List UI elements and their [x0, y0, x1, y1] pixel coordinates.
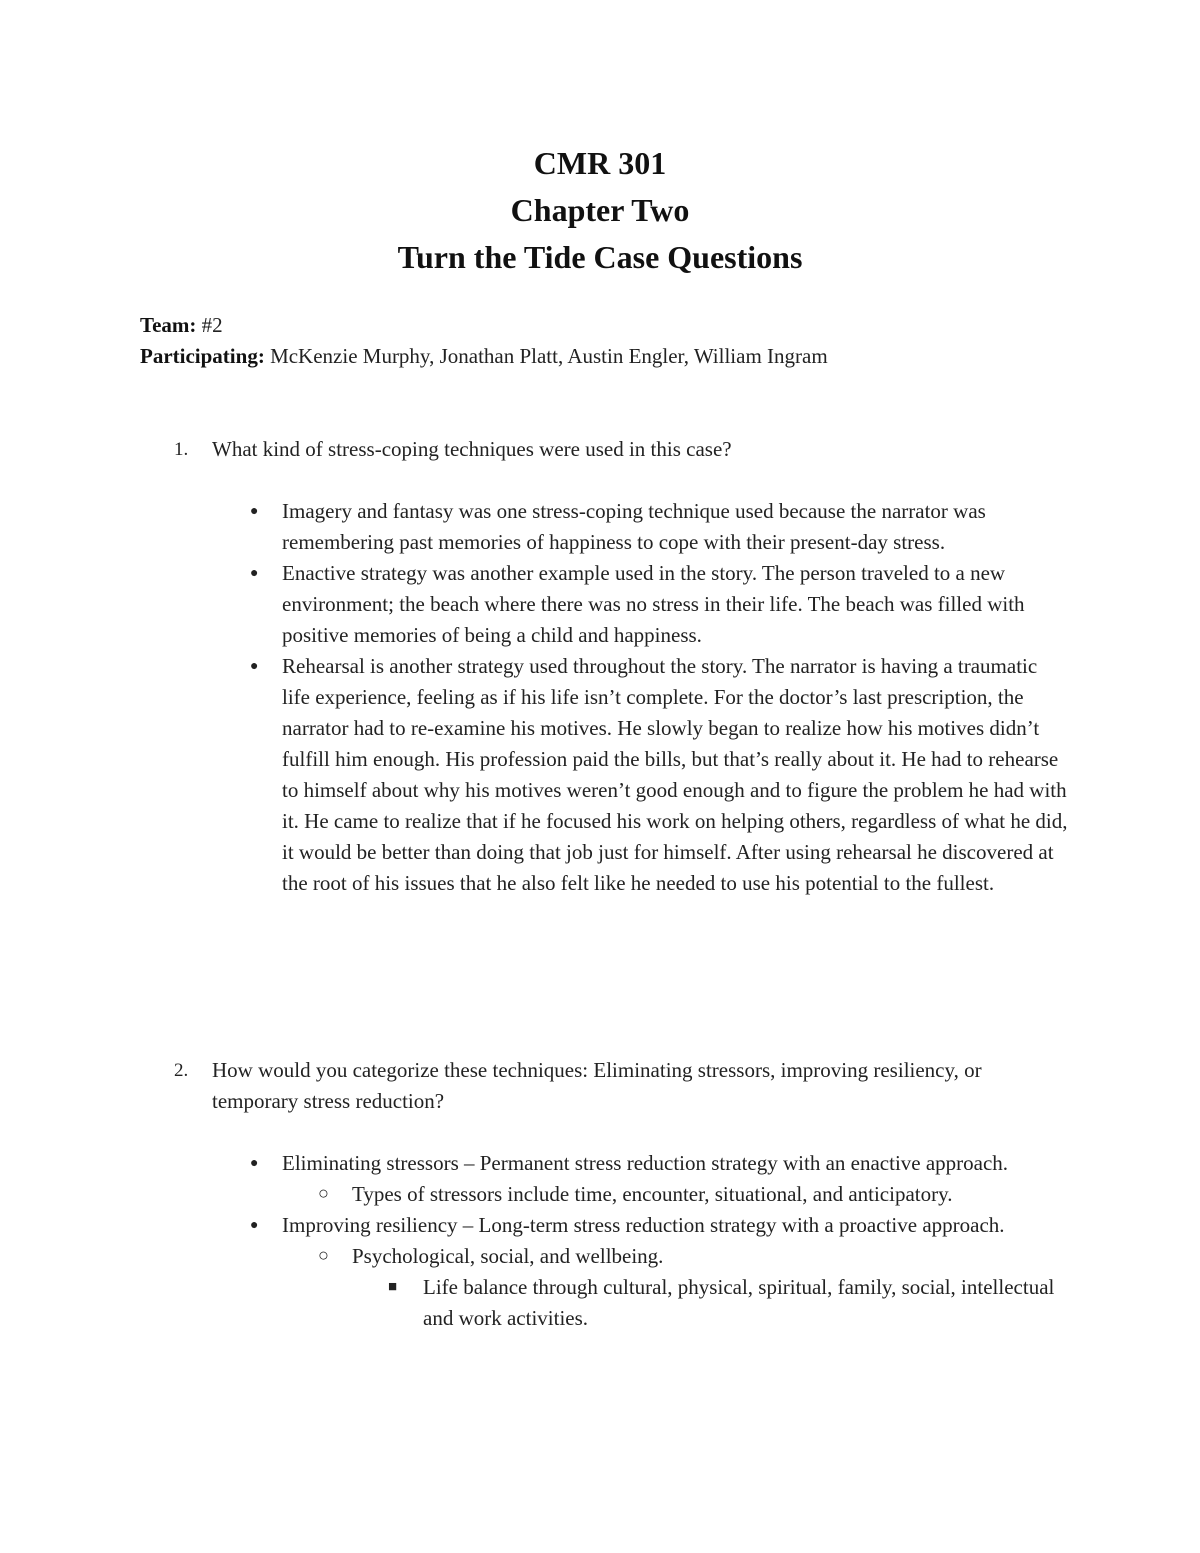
question-1 — [140, 434, 1070, 465]
list-item-text: Life balance through cultural, physical, spiritual, family, social, intellectual and work activities. — [423, 1275, 1055, 1330]
question-number: 2. — [174, 1060, 189, 1081]
question-text: How would you categorize these techniques: Eliminating stressors, improving resiliency, or temporary stress reduction? — [212, 1058, 982, 1113]
list-item — [140, 1210, 1070, 1241]
list-item — [140, 558, 1070, 651]
list-item-text: Types of stressors include time, encounter, situational, and anticipatory. — [352, 1182, 953, 1206]
list-item-text: Enactive strategy was another example used in the story. The person traveled to a new environment; the beach where there was no stress in their life. The beach was filled with positive memories of being a child and happiness. — [282, 561, 1025, 647]
sub-list-item — [140, 1179, 1070, 1210]
bullet-marker: ● — [250, 659, 259, 674]
bullet-marker: ● — [250, 1218, 259, 1233]
answer-list-2 — [140, 1148, 1070, 1334]
sub-sub-list-item — [140, 1272, 1070, 1334]
participants-line — [140, 341, 1100, 372]
chapter-title: Chapter Two — [510, 192, 690, 228]
participating-label: Participating: — [140, 344, 265, 368]
title-block — [0, 140, 1200, 281]
sub-list-item — [140, 1241, 1070, 1272]
square-marker: ■ — [388, 1279, 398, 1295]
bullet-marker: ● — [250, 1156, 259, 1171]
circle-marker: ○ — [318, 1245, 329, 1265]
team-value: #2 — [196, 313, 223, 337]
bullet-marker: ● — [250, 504, 259, 519]
question-text: What kind of stress-coping techniques were used in this case? — [212, 437, 732, 461]
document-title: Turn the Tide Case Questions — [397, 239, 803, 275]
question-2 — [140, 1055, 1070, 1117]
list-item-text: Rehearsal is another strategy used throughout the story. The narrator is having a traumatic life experience, feeling as if his life isn’t complete. For the doctor’s last prescription, the narrator had to re-examine his motives. He slowly began to realize how his motives didn’t fulfill him enough. His profession paid the bills, but that’s really about it. He had to rehearse to himself about why his motives weren’t good enough and to figure the problem he had with it. He came to realize that if he focused his work on helping others, regardless of what he did, it would be better than doing that job just for himself. After using rehearsal he discovered at the root of his issues that he also felt like he needed to use his potential to the fullest. — [282, 654, 1068, 895]
participants-value: McKenzie Murphy, Jonathan Platt, Austin Engler, William Ingram — [264, 344, 828, 368]
list-item — [140, 496, 1070, 558]
list-item-text: Imagery and fantasy was one stress-coping technique used because the narrator was remembering past memories of happiness to cope with their present-day stress. — [282, 499, 986, 554]
circle-marker: ○ — [318, 1183, 329, 1203]
list-item-text: Improving resiliency – Long-term stress reduction strategy with a proactive approach. — [282, 1213, 1005, 1237]
team-label: Team: — [140, 313, 197, 337]
list-item — [140, 1148, 1070, 1179]
bullet-marker: ● — [250, 566, 259, 581]
list-item-text: Eliminating stressors – Permanent stress reduction strategy with an enactive approach. — [282, 1151, 1009, 1175]
team-line — [140, 310, 1100, 341]
list-item — [140, 651, 1070, 899]
list-item-text: Psychological, social, and wellbeing. — [352, 1244, 664, 1268]
question-number: 1. — [174, 439, 189, 460]
course-code: CMR 301 — [533, 145, 667, 181]
answer-list-1 — [140, 496, 1070, 899]
team-info — [140, 310, 1100, 372]
